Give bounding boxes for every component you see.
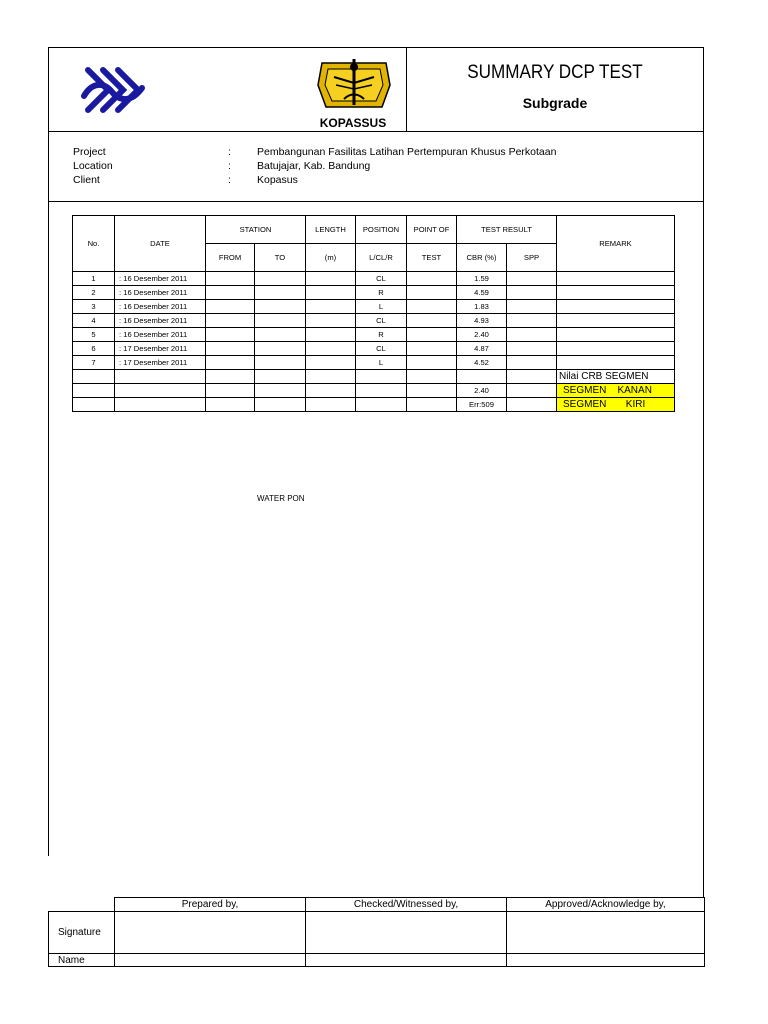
row-date: : 16 Desember 2011 [115, 314, 206, 328]
header-length: LENGTH [306, 216, 356, 244]
header-bottom-rule [48, 131, 704, 132]
checked-name-cell [306, 954, 507, 967]
kopassus-emblem-icon [314, 55, 394, 115]
row-date: : 16 Desember 2011 [115, 328, 206, 342]
project-colon: : [228, 146, 231, 158]
row-date: : 16 Desember 2011 [115, 272, 206, 286]
row-cbr: 4.87 [457, 342, 507, 356]
nilai-crb-segmen-label: Nilai CRB SEGMEN [557, 370, 675, 384]
header-cbr: CBR (%) [457, 244, 507, 272]
row-cbr: 2.40 [457, 328, 507, 342]
header-spp: SPP [507, 244, 557, 272]
table-row [73, 300, 675, 314]
frame-top [48, 47, 704, 48]
info-colons [228, 145, 231, 187]
row-no: 6 [73, 342, 115, 356]
page-subtitle: Subgrade [522, 95, 588, 111]
name-label: Name [49, 954, 115, 967]
header-position: POSITION [356, 216, 407, 244]
table-row [73, 398, 675, 412]
segmen-side: KIRI [625, 398, 646, 410]
location-label: Location [73, 160, 113, 172]
approved-name-cell [507, 954, 705, 967]
row-position: L [356, 300, 407, 314]
row-no: 3 [73, 300, 115, 314]
table-row [73, 384, 675, 398]
segmen-label: SEGMEN [563, 398, 607, 410]
row-position: CL [356, 314, 407, 328]
row-cbr: 1.83 [457, 300, 507, 314]
header-point-of: POINT OF [407, 216, 457, 244]
header-date: DATE [115, 216, 206, 272]
row-cbr: 4.52 [457, 356, 507, 370]
header-to: TO [255, 244, 306, 272]
header-station: STATION [206, 216, 306, 244]
prepared-by-label: Prepared by, [115, 898, 306, 912]
table-row [73, 272, 675, 286]
row-cbr: 4.59 [457, 286, 507, 300]
info-values [257, 145, 556, 187]
header-no: No. [73, 216, 115, 272]
row-no: 5 [73, 328, 115, 342]
client-value: Kopasus [257, 174, 298, 186]
row-no: 1 [73, 272, 115, 286]
signature-label: Signature [49, 912, 115, 954]
table-row [73, 356, 675, 370]
row-no: 2 [73, 286, 115, 300]
header-remark: REMARK [557, 216, 675, 272]
header-divider [406, 47, 407, 132]
row-position: L [356, 356, 407, 370]
table-row [73, 342, 675, 356]
page-title: SUMMARY DCP TEST [467, 62, 643, 83]
checked-signature-cell [306, 912, 507, 954]
header-length-unit: (m) [306, 244, 356, 272]
row-cbr: 4.93 [457, 314, 507, 328]
project-value: Pembangunan Fasilitas Latihan Pertempuran Khusus Perkotaan [257, 146, 557, 158]
checked-by-label: Checked/Witnessed by, [306, 898, 507, 912]
client-colon: : [228, 174, 231, 186]
table-row [73, 286, 675, 300]
row-position: CL [356, 342, 407, 356]
row-position: R [356, 328, 407, 342]
table-row [73, 314, 675, 328]
segmen-kiri-cell [557, 398, 675, 412]
kopassus-label: KOPASSUS [319, 116, 387, 130]
row-cbr: 1.59 [457, 272, 507, 286]
row-position: R [356, 286, 407, 300]
header-from: FROM [206, 244, 255, 272]
dcp-summary-table [72, 215, 675, 412]
frame-right [703, 47, 704, 897]
row-date: : 16 Desember 2011 [115, 286, 206, 300]
water-pon-note: WATER PON [257, 494, 305, 503]
row-position: CL [356, 272, 407, 286]
signature-table [48, 897, 705, 967]
segmen-label: SEGMEN [563, 384, 607, 396]
segmen-side: KANAN [617, 384, 652, 396]
info-labels [73, 145, 113, 187]
row-date: : 17 Desember 2011 [115, 342, 206, 356]
segment-cbr-kiri: Err:509 [457, 398, 507, 412]
table-row [73, 328, 675, 342]
row-date: : 17 Desember 2011 [115, 356, 206, 370]
location-colon: : [228, 160, 231, 172]
segment-cbr-kanan: 2.40 [457, 384, 507, 398]
table-row [73, 370, 675, 384]
approved-by-label: Approved/Acknowledge by, [507, 898, 705, 912]
row-date: : 16 Desember 2011 [115, 300, 206, 314]
location-value: Batujajar, Kab. Bandung [257, 160, 371, 172]
row-no: 7 [73, 356, 115, 370]
approved-signature-cell [507, 912, 705, 954]
header-point-of-sub: TEST [407, 244, 457, 272]
prepared-name-cell [115, 954, 306, 967]
project-label: Project [73, 146, 106, 158]
frame-left [48, 47, 49, 856]
client-label: Client [73, 174, 100, 186]
company-logo-icon [78, 62, 148, 122]
segmen-kanan-cell [557, 384, 675, 398]
header-position-sub: L/CL/R [356, 244, 407, 272]
prepared-signature-cell [115, 912, 306, 954]
header-test-result: TEST RESULT [457, 216, 557, 244]
row-no: 4 [73, 314, 115, 328]
info-bottom-rule [48, 201, 704, 202]
